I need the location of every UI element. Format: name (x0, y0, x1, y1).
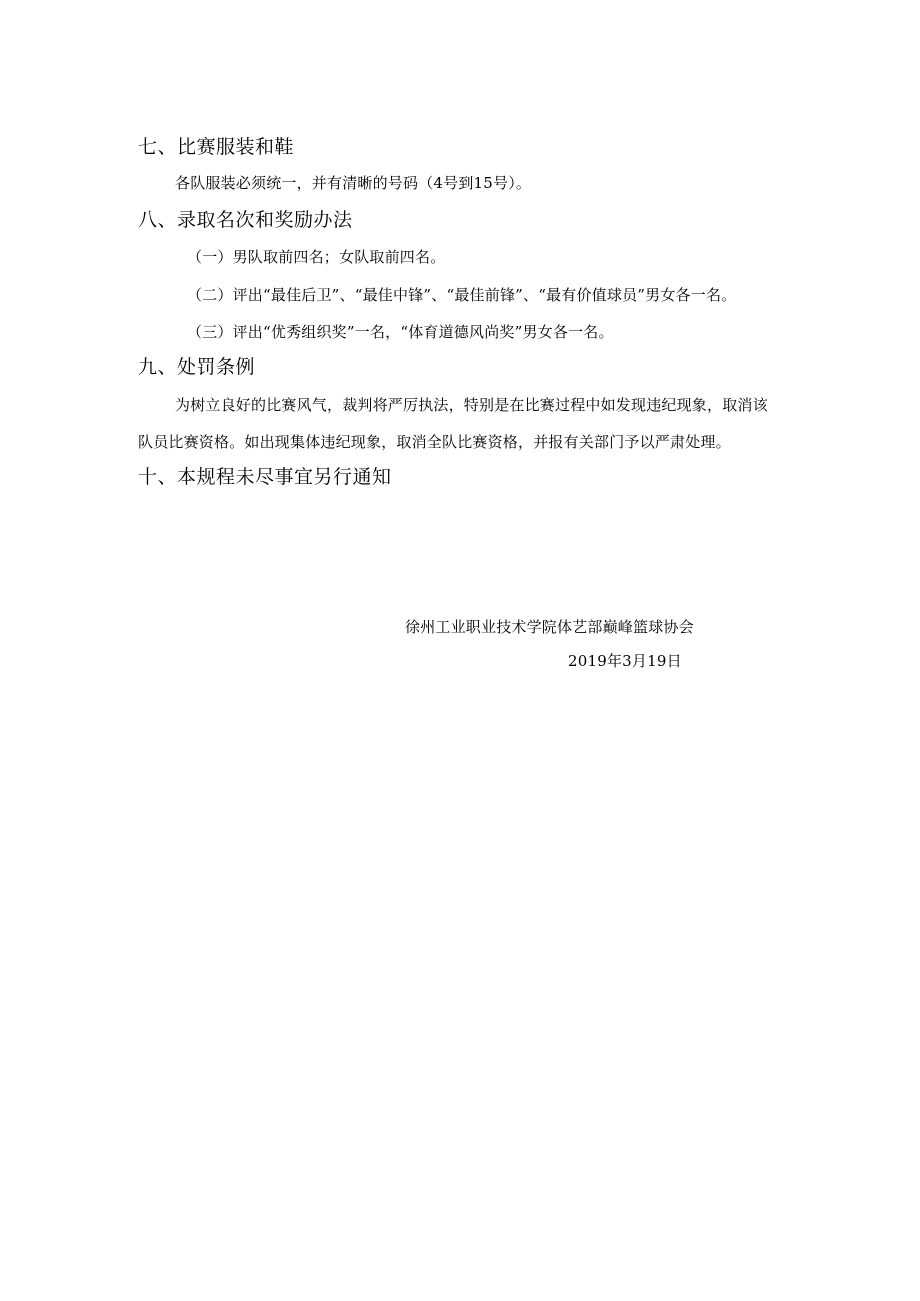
section-7-paragraph: 各队服装必须统一，并有清晰的号码（4号到15号）。 (175, 174, 532, 192)
section-8-heading: 八、录取名次和奖励办法 (138, 209, 353, 231)
section-8-item-3: （三）评出“优秀组织奖”一名，“体育道德风尚奖”男女各一名。 (187, 323, 614, 341)
signature-organization: 徐州工业职业技术学院体艺部巅峰篮球协会 (405, 618, 694, 636)
signature-date: 2019年3月19日 (568, 652, 682, 670)
section-8-item-1: （一）男队取前四名；女队取前四名。 (187, 248, 446, 266)
section-8-item-2: （二）评出“最佳后卫”、“最佳中锋”、“最佳前锋”、“最有价值球员”男女各一名。 (187, 286, 737, 304)
section-9-heading: 九、处罚条例 (138, 356, 256, 378)
section-9-paragraph-line-1: 为树立良好的比赛风气，裁判将严厉执法，特别是在比赛过程中如发现违纪现象，取消该 (175, 396, 768, 414)
section-9-paragraph-line-2: 队员比赛资格。如出现集体违纪现象，取消全队比赛资格，并报有关部门予以严肃处理。 (138, 433, 731, 451)
section-10-heading: 十、本规程未尽事宜另行通知 (138, 466, 392, 488)
section-7-heading: 七、比赛服装和鞋 (138, 136, 295, 158)
